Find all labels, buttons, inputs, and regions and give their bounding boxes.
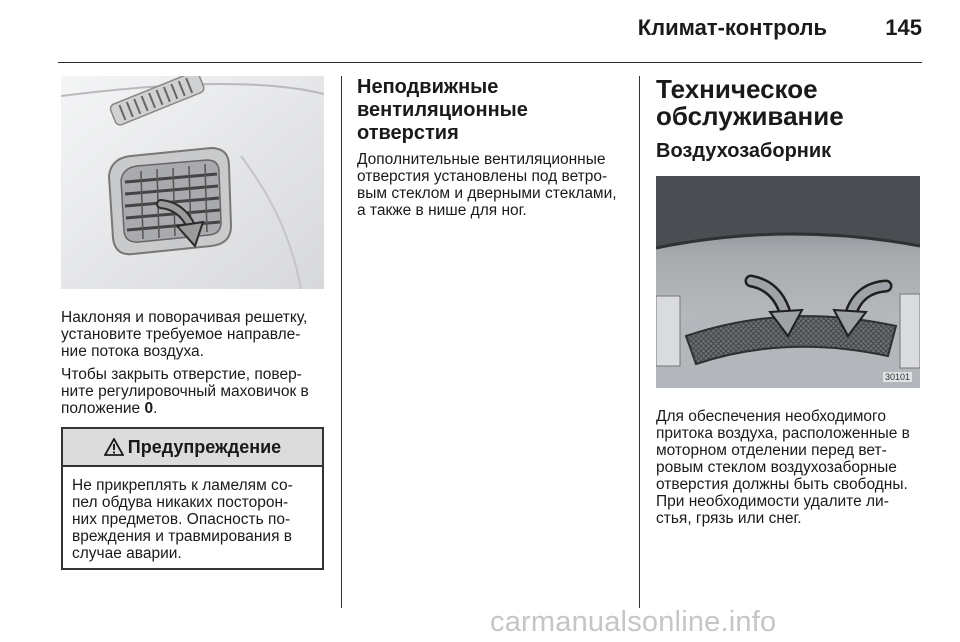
- warning-triangle-icon: [104, 438, 124, 456]
- air-intake-drawing: [656, 176, 920, 388]
- section-title-fixed-vents: Неподвижные вентиляционные отверстия: [357, 76, 528, 144]
- column-3: [656, 76, 922, 533]
- paragraph-fixed-vents: Дополнительные вентиляционные отверстия установлены под ветро-вым стеклом и дверными стеклами, а также в нише для ног.: [357, 151, 617, 219]
- paragraph-adjust-direction: Наклоняя и поворачивая решетку, установите требуемое направле-ние потока воздуха.: [61, 309, 308, 360]
- page-header: [58, 0, 922, 63]
- column-divider-1: [341, 76, 342, 608]
- column-1: [61, 76, 324, 570]
- paragraph-close-vent: [61, 366, 324, 417]
- warning-header: [63, 429, 322, 467]
- warning-body: [63, 467, 322, 568]
- air-intake-photo: [656, 176, 920, 388]
- page-number: 145: [885, 15, 922, 40]
- paragraph-air-intake: Для обеспечения необходимого притока воздуха, расположенные в моторном отделении перед вет-ровым стеклом воздухозаборные отверстия должны быть свободны. При необходимости удалите ли-стья, грязь или снег.: [656, 408, 910, 527]
- figure-id: 30101: [884, 372, 910, 382]
- air-vent-drawing: [61, 76, 324, 289]
- warning-box: [61, 427, 324, 570]
- column-2: [357, 76, 625, 225]
- header-title: Климат-контроль: [637, 15, 827, 40]
- paragraph-close-vent-suffix: .: [153, 400, 158, 417]
- warning-text: Не прикреплять к ламелям со-пел обдува никаких посторон-них предметов. Опасность по-вреждения и травмирования в случае аварии.: [72, 477, 293, 562]
- warning-title: Предупреждение: [127, 436, 282, 457]
- chapter-title-maintenance: Техническое обслуживание: [656, 74, 844, 131]
- air-vent-illustration: [61, 76, 324, 289]
- position-zero: 0: [144, 400, 154, 417]
- sub-title-air-intake: Воздухозаборник: [656, 140, 832, 162]
- watermark: carmanualsonline.info: [490, 606, 777, 638]
- column-divider-2: [639, 76, 640, 608]
- paragraph-close-vent-text: Чтобы закрыть отверстие, повер-ните регулировочный маховичок в положение: [61, 366, 309, 417]
